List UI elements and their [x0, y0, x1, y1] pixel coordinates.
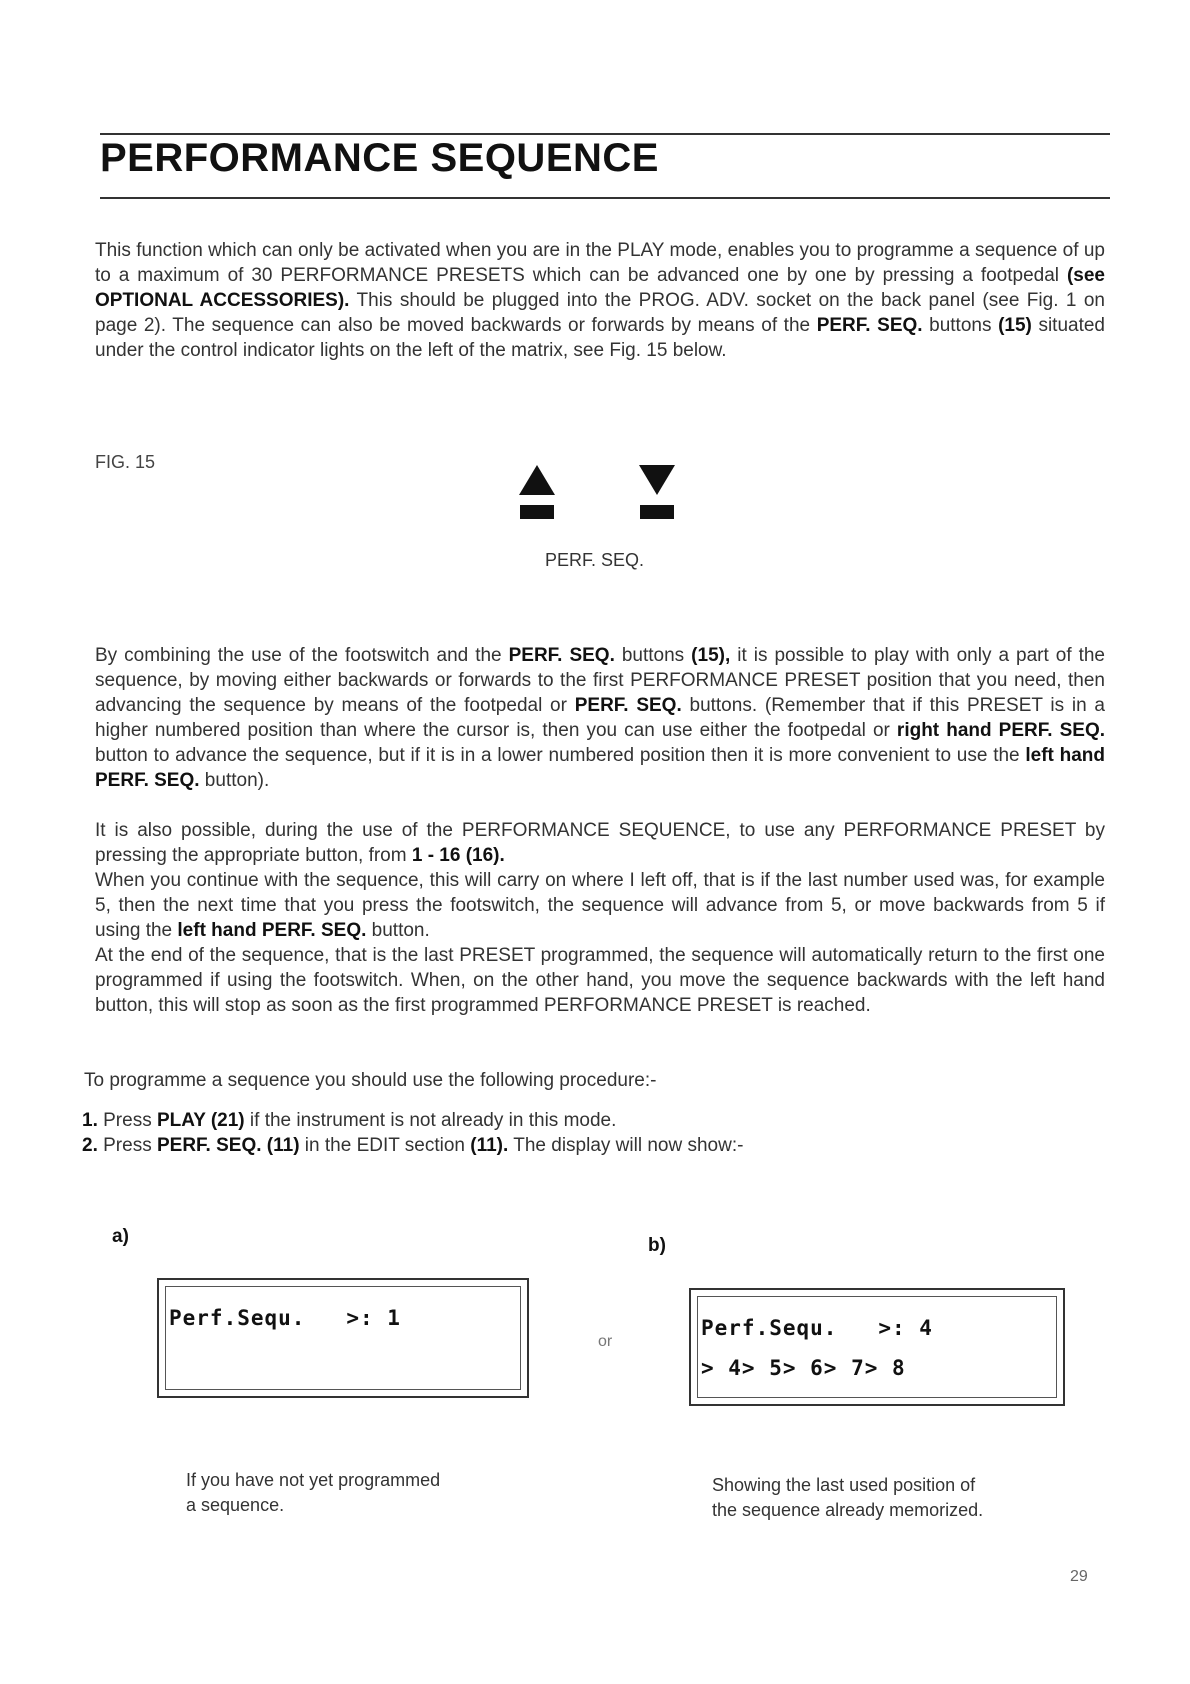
- intro-paragraph: This function which can only be activated when you are in the PLAY mode, enables you to programme a sequence of up to a maximum of 30 PERFORMANCE PRESETS which can be advanced one by one by pressing a footpedal (see OPTIONAL ACCESSORIES). This should be plugged into the PROG. ADV. socket on the back panel (see Fig. 1 on page 2). The sequence can also be moved backwards or forwards by means of the PERF. SEQ. buttons (15) situated under the control indicator lights on the left of the matrix, see Fig. 15 below.: [95, 240, 1105, 361]
- lcd-display-a-line-1: Perf.Sequ. >: 1: [169, 1306, 401, 1330]
- page-number: 29: [1070, 1568, 1088, 1585]
- procedure-step-1: 1. Press PLAY (21) if the instrument is not already in this mode.: [82, 1110, 617, 1131]
- figure-caption: PERF. SEQ.: [545, 550, 645, 570]
- display-b-label: b): [648, 1235, 666, 1256]
- or-separator: or: [598, 1333, 613, 1350]
- lcd-display-b: [689, 1288, 1065, 1406]
- lcd-display-b-line-1: Perf.Sequ. >: 4: [701, 1316, 933, 1340]
- display-b-caption: Showing the last used position of the sequence already memorized.: [712, 1475, 984, 1520]
- title-rule-bottom: [100, 197, 1110, 199]
- body-paragraph-2: It is also possible, during the use of the PERFORMANCE SEQUENCE, to use any PERFORMANCE PRESET by pressing the appropriate button, from 1 - 16 (16).: [95, 820, 1105, 866]
- page-title: PERFORMANCE SEQUENCE: [100, 136, 659, 180]
- body-paragraph-3: When you continue with the sequence, this will carry on where I left off, that is if the last number used was, for example 5, then the next time that you press the footswitch, the sequence will advance from 5, or move backwards from 5 if using the left hand PERF. SEQ. button.: [95, 870, 1105, 941]
- body-paragraph-1: By combining the use of the footswitch and the PERF. SEQ. buttons (15), it is possible to play with only a part of the sequence, by moving either backwards or forwards to the first PERFORMANCE PRESET position that you need, then advancing the sequence by means of the footpedal or PERF. SEQ. buttons. (Remember that if this PRESET is in a higher numbered position than where the cursor is, then you can use either the footpedal or right hand PERF. SEQ. button to advance the sequence, but if it is in a lower numbered position then it is more convenient to use the left hand PERF. SEQ. button).: [95, 645, 1105, 791]
- perf-seq-down-button-icon: [637, 463, 677, 523]
- lcd-display-a-frame: [165, 1286, 521, 1390]
- lcd-display-b-frame: [697, 1296, 1057, 1398]
- perf-seq-up-button-icon: [517, 463, 557, 523]
- title-rule-top: [100, 133, 1110, 135]
- display-a-label: a): [112, 1226, 129, 1247]
- procedure-intro: To programme a sequence you should use the following procedure:-: [84, 1070, 657, 1091]
- lcd-display-b-line-2: > 4> 5> 6> 7> 8: [701, 1356, 906, 1380]
- figure-label: FIG. 15: [95, 452, 156, 472]
- procedure-step-2: 2. Press PERF. SEQ. (11) in the EDIT section (11). The display will now show:-: [82, 1135, 744, 1156]
- lcd-display-a: [157, 1278, 529, 1398]
- body-paragraph-4: At the end of the sequence, that is the last PRESET programmed, the sequence will automatically return to the first one programmed if using the footswitch. When, on the other hand, you move the sequence backwards with the left hand button, this will stop as soon as the first programmed PERFORMANCE PRESET is reached.: [95, 945, 1105, 1016]
- display-a-caption: If you have not yet programmed a sequence.: [186, 1470, 441, 1515]
